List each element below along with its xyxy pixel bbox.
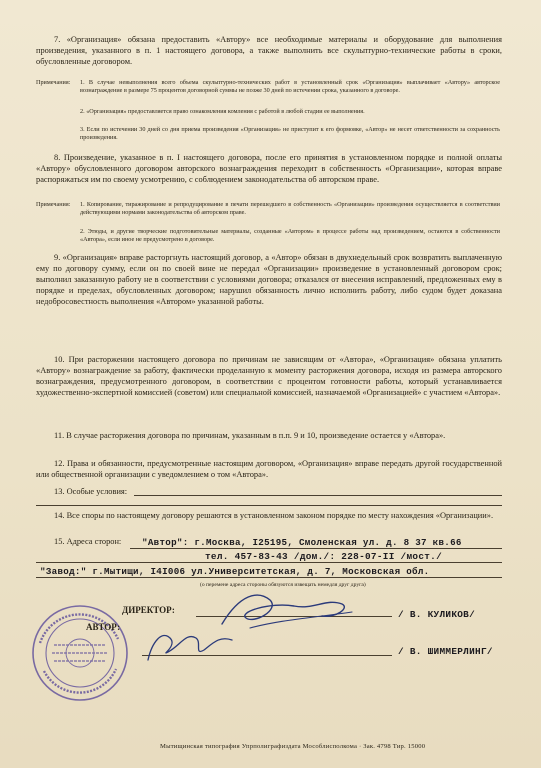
address-factory: "Завод:" г.Мытищи, I4I006 ул.Университетская, д. 7, Московская обл. xyxy=(40,566,430,577)
printer-footer: Мытищинская типография Упрполиграфиздата Мособлисполкома · Зак. 4798 Тир. 15000 xyxy=(160,743,426,750)
clause-15: 15. Адреса сторон: xyxy=(54,537,122,546)
seal-stamp xyxy=(30,603,130,703)
address-change-note: (о перемене адреса стороны обязуются извещать немедля друг друга) xyxy=(200,582,366,588)
clause-9: 9. «Организация» вправе расторгнуть настоящий договор, а «Автор» обязан в двухнедельный срок возвратить выплаченную ему по договору сумму, если он по своей вине не передал «Организации» произведение в установленный договором срок; выполнил заказанную работу не в соответствии с условиями договора; отказался от внесения исправлений, предложенных ему в порядке и пределах, обусловленных договором; нарушил обязанность лично исполнить работу, либо судом будет доказана недобросовестность выполнения «Автором» указанной работы. xyxy=(36,253,502,306)
author-signature xyxy=(140,612,260,672)
clause-8-note-label: Примечания: xyxy=(36,201,71,208)
address-phones: тел. 457-83-43 /дом./: 228-07-II /мост./ xyxy=(205,551,443,562)
clause-7-note-3: 3. Если по истечении 30 дней со дня приема произведения «Организация» не приступит к его формовке, «Автор» не несет ответственности за сохранность произведения. xyxy=(80,126,500,141)
clause-14: 14. Все споры по настоящему договору решаются в установленном законом порядке по месту нахождения «Организации». xyxy=(54,511,494,520)
clause-11: 11. В случае расторжения договора по причинам, указанным в п.п. 9 и 10, произведение остается у «Автора». xyxy=(54,431,446,440)
clause-13: 13. Особые условия: xyxy=(54,487,128,496)
clause-13-fill-line-1 xyxy=(134,495,502,496)
clause-8-note-2: 2. Этюды, и другие творческие подготовительные материалы, созданные «Автором» в процессе работы над произведением, остаются в собственности «Автора», если иное не предусмотрено в договоре. xyxy=(80,228,500,243)
clause-8-note-1: 1. Копирование, тиражирование и репродуцирование в печати перешедшего в собственность «Организации» произведения осуществляется в соответствии действующими нормами законодательства об авторском праве. xyxy=(80,201,500,216)
clause-8: 8. Произведение, указанное в п. I настоящего договора, после его принятия в установленном порядке и полной оплаты «Автору» обусловленного договором авторского вознаграждения переходит в собственность «Организации», которая вправе распоряжаться им по своему усмотрению, с соблюдением законодательства об авторском праве. xyxy=(36,153,502,184)
clause-7: 7. «Организация» обязана предоставить «Автору» все необходимые материалы и оборудование для выполнения произведения, указанного в п. 1 настоящего договора, а также выполнить все скульптурно-технические работы в сроки, обусловленные договором. xyxy=(36,35,502,66)
clause-7-note-1: 1. В случае невыполнения всего объема скульптурно-технических работ в установленный срок «Организация» выплачивает «Автору» авторское вознаграждение в размере 75 процентов договорной суммы не позже 30 дней по истечении срока, указанного в договоре. xyxy=(80,79,500,94)
clause-12: 12. Права и обязанности, предусмотренные настоящим договором, «Организация» вправе передать другой государственной или общественной организации с уведомлением о том «Автора». xyxy=(36,459,502,479)
address-line-1 xyxy=(130,548,502,549)
clause-7-note-2: 2. «Организация» предоставляется право ознакомления комления с работой в любой стадии ее выполнения. xyxy=(80,108,365,115)
clause-13-fill-line-2 xyxy=(36,505,502,506)
author-label: АВТОР: xyxy=(86,622,121,632)
address-author: "Автор": г.Москва, I25195, Смоленская ул. д. 8 37 кв.66 xyxy=(142,537,462,548)
clause-10: 10. При расторжении настоящего договора по причинам не зависящим от «Автора», «Организация» обязана уплатить «Автору» вознаграждение за работу, фактически проделанную к моменту расторжения договора, исходя из размера авторского вознаграждения, предусмотренного договором, в соответствии с процентом готовности работы, который устанавливается художественно-экспертной комиссией (советом) или специальной комиссией, назначаемой «Организацией» с участием «Автора». xyxy=(36,355,502,397)
clause-7-note-label: Примечания: xyxy=(36,79,71,86)
address-line-2 xyxy=(36,562,502,563)
director-label: ДИРЕКТОР: xyxy=(122,605,175,615)
address-line-3 xyxy=(36,577,502,578)
author-name: / В. ШИММЕРЛИНГ/ xyxy=(398,646,493,657)
director-name: / В. КУЛИКОВ/ xyxy=(398,609,476,620)
